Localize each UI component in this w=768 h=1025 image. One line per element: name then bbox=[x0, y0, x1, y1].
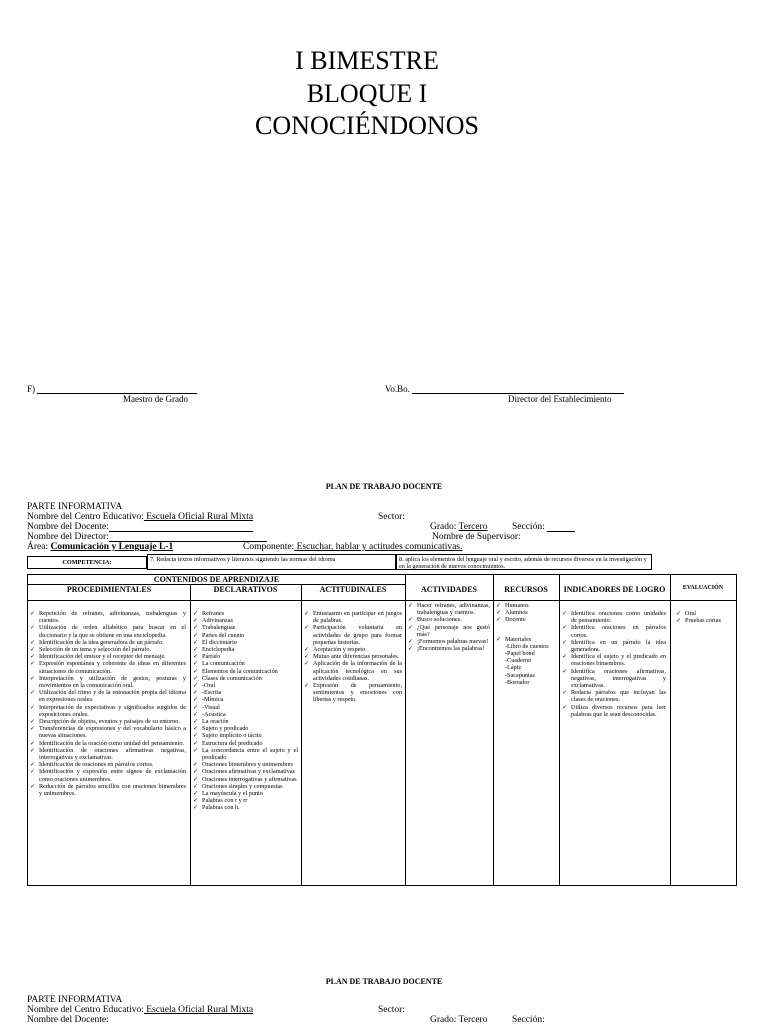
plan2-centro-value: Escuela Oficial Rural Mixta bbox=[143, 1005, 254, 1015]
check-icon: ✓ bbox=[193, 660, 199, 668]
procedimental-item: ✓ Utilización del ritmo y de la entonación propia del idioma en expresiones orales. bbox=[30, 689, 186, 704]
actitudinal-item: ✓ Aplicación de la información de la aplicación tecnológica en sus actividades cotidianas. bbox=[304, 660, 402, 682]
check-icon: ✓ bbox=[193, 674, 199, 682]
declarativo-item: ✓ Oraciones bimembres y unimembres bbox=[193, 761, 293, 769]
plan1-supervisor-label: Nombre de Supervisor: bbox=[432, 532, 521, 542]
procedimental-item: ✓ Interpretación y utilización de gestos, posturas y movimientos en la comunicación oral. bbox=[30, 674, 186, 690]
check-icon: ✓ bbox=[496, 616, 502, 624]
check-icon: ✓ bbox=[30, 725, 36, 733]
check-icon: ✓ bbox=[562, 667, 568, 675]
declarativo-item: ✓ Oraciones interrogativas y afirmativas bbox=[193, 775, 297, 783]
check-icon: ✓ bbox=[193, 653, 199, 661]
declarativo-item: ✓ Palabras con h. bbox=[193, 804, 240, 812]
header-actitudinales: ACTITUDINALES bbox=[319, 585, 387, 594]
check-icon: ✓ bbox=[30, 624, 36, 632]
check-icon: ✓ bbox=[562, 703, 568, 711]
header-evaluacion: EVALUACIÓN bbox=[682, 585, 724, 591]
declarativo-item: ✓ El diccionario bbox=[193, 638, 237, 646]
header-bottom-divider bbox=[28, 600, 736, 601]
procedimental-item: ✓ Identificación de oraciones en párrafos cortos. bbox=[30, 761, 154, 769]
plan1-director-label: Nombre del Director: bbox=[27, 532, 109, 542]
check-icon: ✓ bbox=[30, 660, 36, 668]
material-item: -Lápiz bbox=[505, 664, 522, 672]
declarativo-item: ✓ Oraciones simples y compuestas bbox=[193, 782, 283, 790]
plan2-heading: PLAN DE TRABAJO DOCENTE bbox=[325, 977, 443, 986]
header-indicadores: INDICADORES DE LOGRO bbox=[563, 585, 666, 594]
check-icon: ✓ bbox=[30, 718, 36, 726]
check-icon: ✓ bbox=[304, 646, 310, 654]
check-icon: ✓ bbox=[193, 739, 199, 747]
check-icon: ✓ bbox=[193, 782, 199, 790]
check-icon: ✓ bbox=[408, 638, 414, 646]
declarativo-item: ✓ Estructura del predicado bbox=[193, 739, 263, 747]
procedimental-item: ✓ Reducción de párrafos sencillos con oraciones bimembres y unimembres. bbox=[30, 782, 186, 798]
recurso-item: ✓ Alumnos bbox=[496, 609, 528, 617]
declarativo-item: ✓ Palabras con r y rr bbox=[193, 797, 248, 805]
evaluacion-item: ✓ Pruebas cortas bbox=[676, 617, 721, 625]
declarativo-item: ✓ -Acústica bbox=[193, 710, 226, 718]
procedimentales-list bbox=[30, 610, 186, 797]
indicador-item: ✓ Identifica el sujeto y el predicado en oraciones bimembres. bbox=[562, 653, 666, 668]
materiales-list bbox=[496, 643, 556, 686]
plan1-parte: PARTE INFORMATIVA bbox=[27, 502, 123, 512]
teacher-signature-prefix: F) bbox=[27, 384, 36, 394]
declarativo-item: ✓ Refranes bbox=[193, 610, 224, 617]
plan2-docente-label: Nombre del Docente: bbox=[27, 1015, 109, 1025]
recurso-item: ✓ Humanos bbox=[496, 602, 529, 609]
procedimental-item: ✓ Identificación de la oración como unidad del pensamiento. bbox=[30, 739, 185, 747]
col-divider bbox=[190, 584, 191, 886]
plan1-grado-label: Grado: bbox=[430, 522, 457, 532]
declarativo-item: ✓ Enciclopedia bbox=[193, 646, 235, 654]
indicador-item: ✓ Redacta párrafos que incluyan las clases de oraciones. bbox=[562, 689, 666, 704]
plan1-docente-label: Nombre del Docente: bbox=[27, 522, 109, 532]
cover-title-line3: CONOCIÉNDONOS bbox=[255, 111, 479, 140]
procedimental-item: ✓ Identificación de la idea generadora de un párrafo. bbox=[30, 638, 164, 646]
material-item: -Borrador bbox=[505, 678, 530, 686]
check-icon: ✓ bbox=[30, 610, 36, 617]
plan1-seccion-line bbox=[547, 522, 575, 532]
check-icon: ✓ bbox=[304, 624, 310, 632]
evaluacion-item: ✓ Oral bbox=[676, 610, 696, 617]
plan1-area-label: Área: bbox=[27, 542, 49, 552]
col-divider bbox=[670, 575, 671, 885]
actividad-item: ✓ ¿Qué personaje nos gustó más? bbox=[408, 623, 490, 638]
check-icon: ✓ bbox=[562, 638, 568, 646]
check-icon: ✓ bbox=[193, 725, 199, 733]
col-divider bbox=[559, 575, 560, 885]
check-icon: ✓ bbox=[562, 624, 568, 632]
teacher-signature-caption: Maestro de Grado bbox=[123, 394, 188, 404]
declarativo-item: ✓ Oraciones afirmativas y exclamativas bbox=[193, 768, 295, 776]
check-icon: ✓ bbox=[193, 689, 199, 697]
plan1-director bbox=[27, 532, 267, 542]
check-icon: ✓ bbox=[408, 645, 414, 653]
procedimental-item: ✓ Repetición de refranes, adivinanzas, trabalenguas y cuentos. bbox=[30, 610, 186, 625]
procedimental-item: ✓ Utilización de orden alfabético para buscar en el diccionario y la que se obtiene en una enciclopedia. bbox=[30, 624, 186, 639]
teacher-signature bbox=[27, 384, 197, 394]
declarativo-item: ✓ Clases de comunicación bbox=[193, 674, 262, 682]
plan1-heading: PLAN DE TRABAJO DOCENTE bbox=[325, 482, 443, 491]
recursos-list bbox=[496, 602, 556, 624]
plan1-grado-value: Tercero bbox=[458, 522, 488, 532]
check-icon: ✓ bbox=[562, 653, 568, 661]
procedimental-item: ✓ Interpretación de expectativas y significados surgidos de exposiciones orales. bbox=[30, 703, 186, 718]
cover-title-line2: BLOQUE I bbox=[306, 79, 428, 108]
check-icon: ✓ bbox=[193, 667, 199, 675]
declarativos-list bbox=[193, 610, 298, 812]
cover-title-line1: I BIMESTRE bbox=[295, 46, 439, 75]
plan2-centro bbox=[27, 1005, 253, 1015]
actitudinal-item: ✓ Entusiasmo en participar en juegos de palabras. bbox=[304, 610, 402, 625]
declarativo-item: ✓ La concordancia entre el sujeto y el predicado bbox=[193, 746, 298, 762]
header-recursos: RECURSOS bbox=[504, 585, 548, 594]
check-icon: ✓ bbox=[193, 646, 199, 654]
check-icon: ✓ bbox=[30, 638, 36, 646]
declarativo-item: ✓ Sujeto y predicado bbox=[193, 725, 249, 733]
plan1-docente-line bbox=[109, 522, 253, 532]
plan1-area-value: Comunicación y Lenguaje L-1 bbox=[50, 542, 174, 552]
check-icon: ✓ bbox=[193, 696, 199, 704]
check-icon: ✓ bbox=[304, 682, 310, 690]
check-icon: ✓ bbox=[193, 732, 199, 740]
actitudinales-list bbox=[304, 610, 402, 704]
director-signature bbox=[385, 384, 624, 394]
check-icon: ✓ bbox=[30, 689, 36, 697]
plan1-competencia-7: 7. Redacta textos informativos y literarios siguiendo las normas del idioma bbox=[147, 554, 396, 570]
check-icon: ✓ bbox=[30, 646, 36, 654]
plan1-area bbox=[27, 542, 173, 552]
check-icon: ✓ bbox=[193, 624, 199, 632]
plan2-sector-label: Sector: bbox=[378, 1005, 405, 1015]
actitudinal-item: ✓ Expresión de pensamiento, sentimientos y emociones con libertas y respeto. bbox=[304, 682, 402, 704]
check-icon: ✓ bbox=[193, 710, 199, 718]
declarativo-item: ✓ Trabalenguas bbox=[193, 624, 236, 632]
indicador-item: ✓ Identifica en un párrafo la idea generadora. bbox=[562, 638, 666, 654]
table-group-header: CONTENIDOS DE APRENDIZAJE bbox=[153, 575, 280, 584]
check-icon: ✓ bbox=[193, 638, 199, 646]
declarativo-item: ✓ -Mímica bbox=[193, 696, 224, 704]
plan1-grado bbox=[430, 522, 487, 532]
check-icon: ✓ bbox=[408, 602, 414, 609]
evaluacion-list bbox=[676, 610, 734, 624]
plan1-competencia-8: 8. aplica los elementos del lenguaje oral y escrito, además de recursos diversos en la investigación y en la generación de nuevos conocimientos. bbox=[396, 554, 652, 570]
procedimental-item: ✓ Identificación del emisor y el receptor del mensaje. bbox=[30, 653, 166, 661]
material-item: -Cuaderno bbox=[505, 657, 532, 665]
check-icon: ✓ bbox=[562, 689, 568, 697]
plan1-seccion bbox=[512, 522, 575, 532]
col-divider bbox=[405, 575, 406, 885]
plan2-seccion-label: Sección: bbox=[512, 1015, 545, 1025]
check-icon: ✓ bbox=[193, 718, 199, 726]
procedimental-item: ✓ Identificación y expresión entre signos de exclamación como oraciones unimembres. bbox=[30, 768, 186, 783]
check-icon: ✓ bbox=[193, 797, 199, 805]
procedimental-item: ✓ Descripción de objetos, eventos y paisajes de su entorno. bbox=[30, 718, 180, 726]
declarativo-item: ✓ Sujeto implícito o tácito bbox=[193, 732, 262, 740]
declarativo-item: ✓ La mayúscula y el punto bbox=[193, 790, 263, 798]
plan1-competencia-label: COMPETENCIA: bbox=[27, 556, 147, 569]
check-icon: ✓ bbox=[30, 761, 36, 769]
plan2-grado-label: Grado: bbox=[430, 1015, 457, 1025]
check-icon: ✓ bbox=[30, 746, 36, 754]
check-icon: ✓ bbox=[304, 610, 310, 617]
check-icon: ✓ bbox=[408, 623, 414, 631]
plan1-centro-label: Nombre del Centro Educativo: bbox=[27, 512, 144, 522]
check-icon: ✓ bbox=[408, 616, 414, 624]
check-icon: ✓ bbox=[562, 610, 568, 617]
actividad-item: ✓ Hacer refranes, adivinanzas, trabalenguas y cuentos. bbox=[408, 602, 490, 617]
plan1-componente-value: Escuchar, hablar y actitudes comunicativas. bbox=[294, 542, 463, 552]
plan1-seccion-label: Sección: bbox=[512, 522, 545, 532]
plan1-docente bbox=[27, 522, 253, 532]
indicador-item: ✓ Identifica oraciones afirmativas, negativas, interrogativas y exclamativas. bbox=[562, 667, 666, 690]
header-declarativos: DECLARATIVOS bbox=[213, 585, 278, 594]
declarativo-item: ✓ La oración bbox=[193, 718, 229, 726]
director-signature-line bbox=[412, 385, 624, 394]
declarativo-item: ✓ Partes del cuento bbox=[193, 631, 245, 639]
check-icon: ✓ bbox=[193, 775, 199, 783]
teacher-signature-line bbox=[37, 385, 197, 394]
procedimental-item: ✓ Identificación de oraciones afirmativas negativas, interrogativas y exclamativas. bbox=[30, 746, 186, 762]
declarativo-item: ✓ La comunicación bbox=[193, 660, 245, 668]
col-divider bbox=[493, 575, 494, 885]
director-signature-caption: Director del Establecimiento bbox=[508, 394, 612, 404]
declarativo-item: ✓ -Escrita bbox=[193, 689, 222, 697]
plan1-centro bbox=[27, 512, 253, 522]
plan1-director-line bbox=[109, 532, 267, 542]
check-icon: ✓ bbox=[304, 660, 310, 668]
check-icon: ✓ bbox=[193, 703, 199, 711]
actividad-item: ✓ ¡Formemos palabras nuevas! bbox=[408, 638, 489, 646]
actividad-item: ✓ Busco soluciones. bbox=[408, 616, 462, 624]
check-icon: ✓ bbox=[193, 768, 199, 776]
director-signature-prefix: Vo.Bo. bbox=[385, 384, 410, 394]
indicador-item: ✓ Identifica oraciones en párrafos cortos. bbox=[562, 624, 666, 639]
check-icon: ✓ bbox=[304, 653, 310, 661]
check-icon: ✓ bbox=[193, 610, 199, 617]
check-icon: ✓ bbox=[30, 739, 36, 747]
check-icon: ✓ bbox=[193, 631, 199, 639]
check-icon: ✓ bbox=[676, 617, 682, 625]
check-icon: ✓ bbox=[30, 782, 36, 790]
actividades-list bbox=[408, 602, 490, 652]
check-icon: ✓ bbox=[30, 768, 36, 776]
material-item: -Libro de cuentos bbox=[505, 642, 549, 650]
recursos-materiales bbox=[496, 636, 556, 643]
check-icon: ✓ bbox=[676, 610, 682, 617]
check-icon: ✓ bbox=[496, 602, 502, 609]
indicador-item: ✓ Identifica oraciones como unidades de pensamiento. bbox=[562, 610, 666, 625]
recursos-cell bbox=[496, 602, 556, 686]
plan1-componente-label: Componente: bbox=[243, 542, 295, 552]
plan1-content-table bbox=[27, 574, 737, 886]
check-icon: ✓ bbox=[30, 674, 36, 682]
indicador-item: ✓ Utiliza diversos recursos para leer palabras que le sean desconocidas. bbox=[562, 703, 666, 718]
check-icon: ✓ bbox=[30, 703, 36, 711]
indicadores-list bbox=[562, 610, 666, 718]
col-divider bbox=[301, 584, 302, 886]
procedimental-item: ✓ Expresión espontánea y coherente de ideas en diferentes situaciones de comunicación. bbox=[30, 660, 186, 675]
recurso-item: ✓ Docente bbox=[496, 616, 526, 624]
plan1-centro-value: Escuela Oficial Rural Mixta bbox=[143, 512, 254, 522]
plan1-sector-label: Sector: bbox=[378, 512, 405, 522]
actitudinal-item: ✓ Mutuo ante diferencias personales. bbox=[304, 653, 400, 661]
check-icon: ✓ bbox=[193, 617, 199, 625]
plan1-componente bbox=[243, 542, 462, 552]
plan2-grado-value: Tercero bbox=[458, 1015, 488, 1025]
actividad-item: ✓ ¡Encontremos las palabras! bbox=[408, 645, 485, 653]
check-icon: ✓ bbox=[30, 653, 36, 661]
actitudinal-item: ✓ Participación voluntaria en actividades de grupo para formar pequeñas historias. bbox=[304, 624, 402, 646]
check-icon: ✓ bbox=[193, 804, 199, 812]
plan2-parte: PARTE INFORMATIVA bbox=[27, 995, 123, 1005]
declarativo-item: ✓ Elementos de la comunicación bbox=[193, 667, 278, 675]
recursos-materiales-item: ✓ Materiales bbox=[496, 635, 532, 643]
procedimental-item: ✓ Transferencias de expresiones y del vocabulario básico a nuevas situaciones. bbox=[30, 725, 186, 740]
header-actividades: ACTIVIDADES bbox=[420, 585, 477, 594]
material-item: -Papel bond bbox=[505, 650, 535, 658]
check-icon: ✓ bbox=[496, 609, 502, 617]
actitudinal-item: ✓ Aceptación y respeto bbox=[304, 646, 366, 654]
declarativo-item: ✓ -Visual bbox=[193, 703, 220, 711]
check-icon: ✓ bbox=[193, 682, 199, 690]
check-icon: ✓ bbox=[193, 746, 199, 754]
header-procedimentales: PROCEDIMIENTALES bbox=[66, 585, 152, 594]
check-icon: ✓ bbox=[193, 761, 199, 769]
declarativo-item: ✓ -Oral bbox=[193, 682, 216, 690]
procedimental-item: ✓ Selección de un tema y selección del párrafo. bbox=[30, 646, 152, 654]
plan2-centro-label: Nombre del Centro Educativo: bbox=[27, 1005, 144, 1015]
declarativo-item: ✓ Párrafo bbox=[193, 653, 221, 661]
check-icon: ✓ bbox=[193, 790, 199, 798]
material-item: -Sacapuntas bbox=[505, 671, 535, 679]
declarativo-item: ✓ Adivinanzas bbox=[193, 617, 233, 625]
